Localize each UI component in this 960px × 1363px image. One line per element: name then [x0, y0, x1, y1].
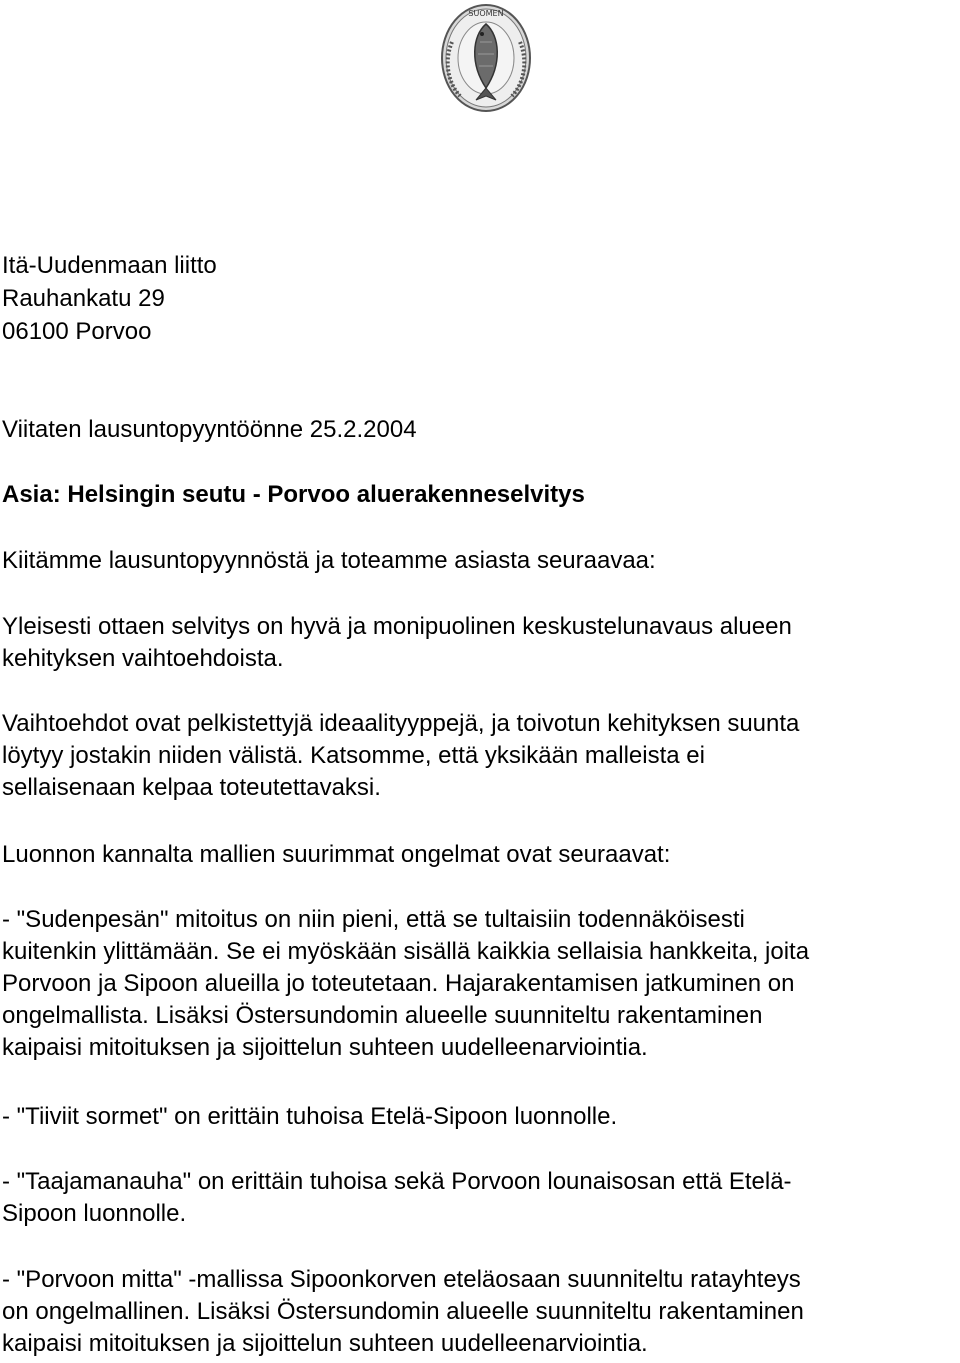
- svg-text:SUOMEN: SUOMEN: [468, 9, 504, 18]
- paragraph-line: ongelmallista. Lisäksi Östersundomin alueelle suunniteltu rakentaminen: [2, 1002, 763, 1029]
- paragraph-line: - "Tiiviit sormet" on erittäin tuhoisa Etelä-Sipoon luonnolle.: [2, 1103, 618, 1130]
- paragraph-line: kaipaisi mitoituksen ja sijoittelun suhteen uudelleenarviointia.: [2, 1330, 648, 1357]
- paragraph-line: - "Taajamanauha" on erittäin tuhoisa sekä Porvoon lounaisosan että Etelä-: [2, 1168, 792, 1195]
- fish-seal-icon: [440, 2, 532, 114]
- paragraph-line: on ongelmallinen. Lisäksi Östersundomin alueelle suunniteltu rakentaminen: [2, 1298, 804, 1325]
- paragraph-alternatives: [2, 708, 958, 804]
- reference-line: Viitaten lausuntopyyntöönne 25.2.2004: [2, 416, 417, 443]
- recipient-name: Itä-Uudenmaan liitto: [2, 252, 217, 279]
- recipient-street: Rauhankatu 29: [2, 285, 165, 312]
- paragraph-line: Vaihtoehdot ovat pelkistettyjä ideaalityyppejä, ja toivotun kehityksen suunta: [2, 710, 800, 737]
- paragraph-sudenpesa: [2, 904, 958, 1064]
- paragraph-line: sellaisenaan kelpaa toteutettavaksi.: [2, 774, 381, 801]
- paragraph-line: löytyy jostakin niiden välistä. Katsomme, että yksikään malleista ei: [2, 742, 705, 769]
- paragraph-line: Yleisesti ottaen selvitys on hyvä ja monipuolinen keskustelunavaus alueen: [2, 613, 792, 640]
- paragraph-line: Kiitämme lausuntopyynnöstä ja toteamme asiasta seuraavaa:: [2, 547, 656, 574]
- paragraph-line: Sipoon luonnolle.: [2, 1200, 187, 1227]
- paragraph-line: kehityksen vaihtoehdoista.: [2, 645, 284, 672]
- paragraph-problems-intro: [2, 839, 958, 871]
- paragraph-taajamanauha: [2, 1166, 958, 1230]
- paragraph-general: [2, 611, 958, 675]
- recipient-postal: 06100 Porvoo: [2, 318, 152, 345]
- paragraph-tiiviit-sormet: [2, 1101, 958, 1133]
- paragraph-line: Porvoon ja Sipoon alueilla jo toteutetaan. Hajarakentamisen jatkuminen on: [2, 970, 795, 997]
- paragraph-intro: [2, 545, 958, 577]
- paragraph-line: kuitenkin ylittämään. Se ei myöskään sisällä kaikkia sellaisia hankkeita, joita: [2, 938, 810, 965]
- paragraph-line: kaipaisi mitoituksen ja sijoittelun suhteen uudelleenarviointia.: [2, 1034, 648, 1061]
- organization-seal-logo: [440, 2, 532, 114]
- paragraph-line: Luonnon kannalta mallien suurimmat ongelmat ovat seuraavat:: [2, 841, 671, 868]
- paragraph-porvoon-mitta: [2, 1264, 958, 1360]
- paragraph-line: - "Sudenpesän" mitoitus on niin pieni, että se tultaisiin todennäköisesti: [2, 906, 745, 933]
- subject-heading: Asia: Helsingin seutu - Porvoo aluerakenneselvitys: [2, 481, 585, 508]
- paragraph-line: - "Porvoon mitta" -mallissa Sipoonkorven eteläosaan suunniteltu ratayhteys: [2, 1266, 801, 1293]
